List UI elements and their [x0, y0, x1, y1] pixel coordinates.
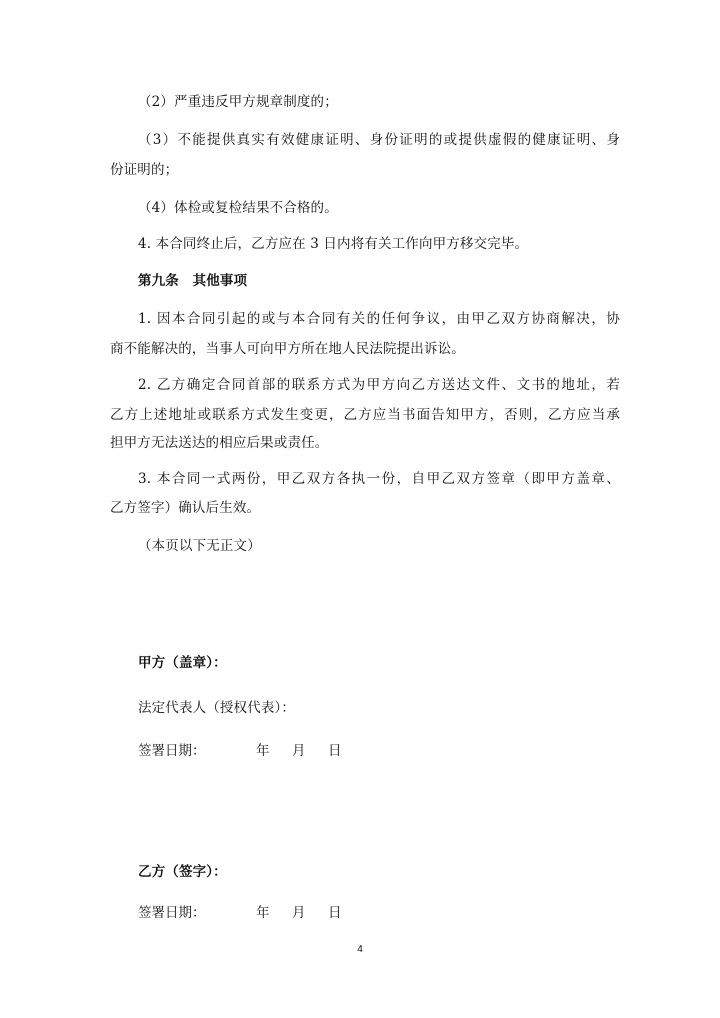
party-a-month: 月	[292, 743, 306, 759]
party-b-day: 日	[328, 905, 342, 921]
article-9-para3-line1: 3. 本合同一式两份，甲乙双方各执一份，自甲乙双方签章（即甲方盖章、	[138, 471, 620, 487]
clause-3-line1: （3）不能提供真实有效健康证明、身份证明的或提供虚假的健康证明、身	[138, 132, 620, 148]
article-9-para3-line2: 乙方签字）确认后生效。	[110, 500, 261, 516]
party-b-date-label: 签署日期：	[138, 905, 206, 921]
party-a-label: 甲方（盖章）：	[138, 655, 227, 671]
article-9-para1-line2: 商不能解决的，当事人可向甲方所在地人民法院提出诉讼。	[110, 341, 465, 357]
party-a-date-line	[138, 735, 342, 767]
item-4: 4. 本合同终止后，乙方应在 3 日内将有关工作向甲方移交完毕。	[138, 236, 529, 252]
clause-3-line2: 份证明的；	[110, 162, 179, 178]
page-number: 4	[357, 944, 363, 955]
party-b-year: 年	[256, 905, 270, 921]
article-9-heading: 第九条 其他事项	[138, 273, 248, 289]
party-a-date-label: 签署日期：	[138, 743, 206, 759]
party-b-label: 乙方（签字）：	[138, 864, 227, 880]
party-b-date-line	[138, 897, 342, 929]
article-9-para1-line1: 1. 因本合同引起的或与本合同有关的任何争议，由甲乙双方协商解决，协	[138, 311, 620, 327]
party-a-day: 日	[328, 743, 342, 759]
party-a-representative: 法定代表人（授权代表）：	[138, 700, 296, 716]
clause-4: （4）体检或复检结果不合格的。	[138, 200, 338, 216]
clause-2: （2）严重违反甲方规章制度的；	[138, 94, 338, 110]
article-9-para2-line3: 担甲方无法送达的相应后果或责任。	[110, 435, 329, 451]
article-9-para2-line1: 2. 乙方确定合同首部的联系方式为甲方向乙方送达文件、文书的地址，若	[138, 377, 620, 393]
party-b-month: 月	[292, 905, 306, 921]
no-text-note: （本页以下无正文）	[138, 538, 261, 554]
article-9-para2-line2: 乙方上述地址或联系方式发生变更，乙方应当书面告知甲方，否则，乙方应当承	[110, 407, 620, 423]
party-a-year: 年	[256, 743, 270, 759]
